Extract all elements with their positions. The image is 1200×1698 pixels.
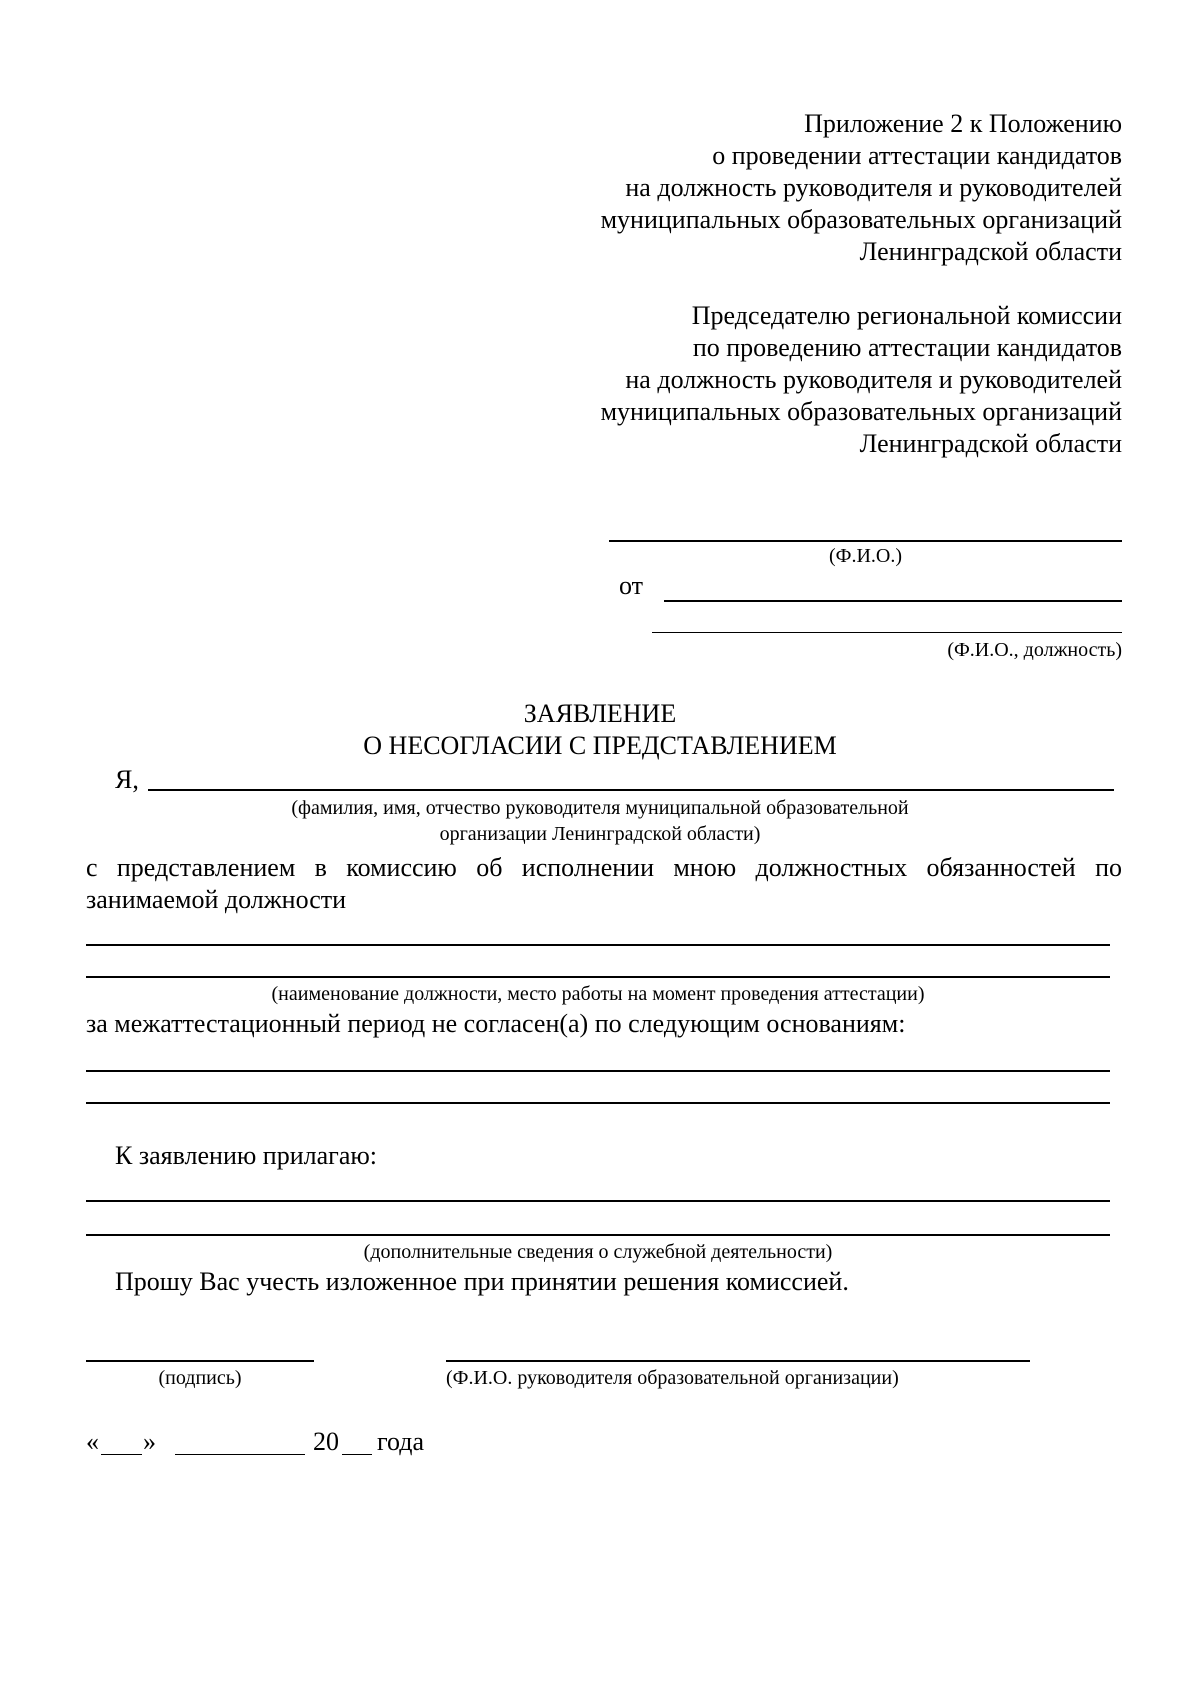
paragraph-1-line-2: занимаемой должности <box>86 885 347 914</box>
appendix-line-4: муниципальных образовательных организаций <box>600 205 1122 234</box>
document-subtitle: О НЕСОГЛАСИИ С ПРЕДСТАВЛЕНИЕМ <box>363 731 837 760</box>
manager-name-caption: (Ф.И.О. руководителя образовательной организации) <box>446 1367 899 1389</box>
addressee-line-2: по проведению аттестации кандидатов <box>692 333 1122 362</box>
i-label: Я, <box>115 765 139 794</box>
from-caption: (Ф.И.О., должность) <box>947 639 1122 661</box>
date-close-quote: » <box>143 1427 156 1456</box>
applicant-caption-line-1: (фамилия, имя, отчество руководителя муниципальной образовательной <box>291 797 909 819</box>
manager-name-line[interactable] <box>446 1360 1030 1362</box>
appendix-line-2: о проведении аттестации кандидатов <box>712 141 1122 170</box>
date-century: 20 <box>313 1427 339 1456</box>
attach-line-1[interactable] <box>86 1200 1110 1202</box>
position-line-2[interactable] <box>86 976 1110 978</box>
from-label: от <box>619 571 644 600</box>
addressee-line-3: на должность руководителя и руководителей <box>625 365 1122 394</box>
chairman-fio-line[interactable] <box>609 540 1122 542</box>
chairman-fio-caption: (Ф.И.О.) <box>828 545 902 567</box>
position-caption: (наименование должности, место работы на момент проведения аттестации) <box>271 983 925 1005</box>
reasons-line-2[interactable] <box>86 1102 1110 1104</box>
appendix-line-1: Приложение 2 к Положению <box>804 109 1122 138</box>
document-title: ЗАЯВЛЕНИЕ <box>523 699 677 728</box>
date-open-quote: « <box>86 1427 99 1456</box>
from-position-line[interactable] <box>652 632 1122 633</box>
appendix-line-3: на должность руководителя и руководителей <box>625 173 1122 202</box>
position-line-1[interactable] <box>86 944 1110 946</box>
date-day-line[interactable] <box>101 1454 142 1455</box>
addressee-line-4: муниципальных образовательных организаций <box>600 397 1122 426</box>
reasons-line-1[interactable] <box>86 1070 1110 1072</box>
request-text: Прошу Вас учесть изложенное при принятии решения комиссией. <box>115 1267 849 1296</box>
paragraph-1-line-1: с представлением в комиссию об исполнении мною должностных обязанностей по <box>86 853 1122 882</box>
attach-text: К заявлению прилагаю: <box>115 1141 378 1170</box>
signature-line[interactable] <box>86 1360 314 1362</box>
appendix-line-5: Ленинградской области <box>859 237 1122 266</box>
date-suffix: года <box>377 1427 425 1456</box>
date-month-line[interactable] <box>175 1454 305 1455</box>
disagree-text: за межаттестационный период не согласен(а) по следующим основаниям: <box>86 1009 906 1038</box>
from-fio-line[interactable] <box>664 600 1122 602</box>
addressee-line-5: Ленинградской области <box>859 429 1122 458</box>
attach-caption: (дополнительные сведения о служебной деятельности) <box>363 1241 833 1263</box>
date-year-line[interactable] <box>342 1454 372 1455</box>
addressee-line-1: Председателю региональной комиссии <box>691 301 1122 330</box>
attach-line-2[interactable] <box>86 1234 1110 1236</box>
applicant-caption-line-2: организации Ленинградской области) <box>439 823 761 845</box>
signature-caption: (подпись) <box>158 1367 242 1389</box>
applicant-name-line[interactable] <box>148 789 1114 791</box>
